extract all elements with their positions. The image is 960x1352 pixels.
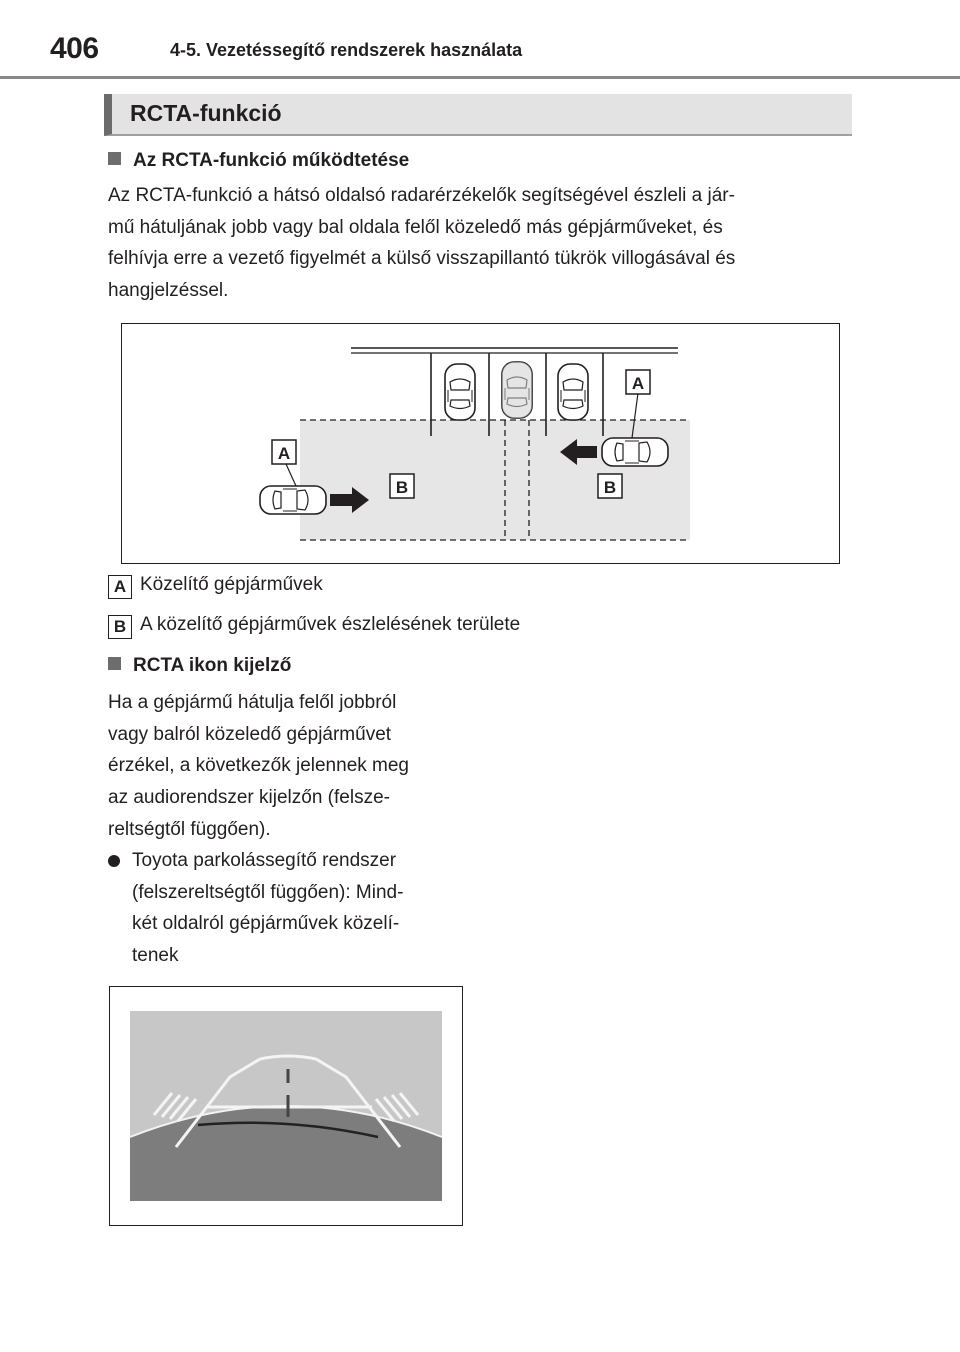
bullet-dot-icon (108, 855, 120, 867)
rear-camera-display-figure (109, 986, 463, 1226)
legend-text-b: A közelítő gépjárművek észlelésének területe (140, 614, 521, 635)
rcta-parking-diagram (121, 323, 840, 564)
own-vehicle (502, 362, 532, 418)
paragraph-line: Az RCTA-funkció a hátsó oldalsó radarérzékelők segítségével észleli a jár- (108, 185, 735, 206)
paragraph-line: felhívja erre a vezető figyelmét a külső visszapillantó tükrök villogásával és (108, 248, 736, 270)
paragraph-line: mű hátuljának jobb vagy bal oldala felől közeledő más gépjárműveket, és (108, 216, 723, 238)
paragraph-line: érzékel, a következők jelennek meg (108, 755, 409, 777)
square-bullet-icon (108, 152, 121, 165)
icon-display-paragraph (108, 687, 468, 846)
bullet-line: két oldalról gépjárművek közelí- (132, 913, 400, 935)
approaching-car-right (602, 438, 668, 466)
legend-key-a: A (108, 575, 132, 599)
icon-display-heading (108, 655, 291, 677)
section-title: RCTA-funkció (130, 100, 282, 126)
camera-screen-illustration (110, 987, 461, 1224)
parked-car (445, 364, 475, 420)
paragraph-line: vagy balról közeledő gépjárművet (108, 723, 392, 745)
square-bullet-icon (108, 657, 121, 670)
legend-item-a (108, 574, 323, 599)
operation-paragraph (108, 180, 848, 307)
parking-illustration (122, 324, 838, 562)
legend-key-b: B (108, 615, 132, 639)
label-a-right: A (631, 374, 645, 393)
bullet-paragraph (132, 845, 472, 972)
operation-heading (108, 150, 409, 172)
bullet-marker (108, 854, 120, 872)
chapter-title: 4-5. Vezetéssegítő rendszerek használata (170, 40, 523, 60)
bullet-line: Toyota parkolássegítő rendszer (132, 850, 397, 871)
paragraph-line: hangjelzéssel. (108, 280, 229, 302)
icon-display-heading-text: RCTA ikon kijelző (133, 655, 292, 676)
header-rule (0, 76, 960, 79)
paragraph-line: az audiorendszer kijelzőn (felsze- (108, 787, 390, 809)
parked-car (558, 364, 588, 420)
paragraph-line: Ha a gépjármű hátulja felől jobbról (108, 692, 397, 713)
label-b-left: B (395, 478, 409, 497)
approaching-car-left (260, 486, 326, 514)
paragraph-line: reltségtől függően). (108, 818, 271, 840)
legend-text-a: Közelítő gépjárművek (140, 574, 323, 595)
page-number: 406 (50, 32, 99, 65)
legend-item-b (108, 614, 520, 639)
bullet-line: (felszereltségtől függően): Mind- (132, 881, 404, 903)
label-a-left: A (277, 444, 291, 463)
operation-heading-text: Az RCTA-funkció működtetése (133, 150, 410, 171)
label-b-right: B (603, 478, 617, 497)
bullet-line: tenek (132, 945, 179, 967)
